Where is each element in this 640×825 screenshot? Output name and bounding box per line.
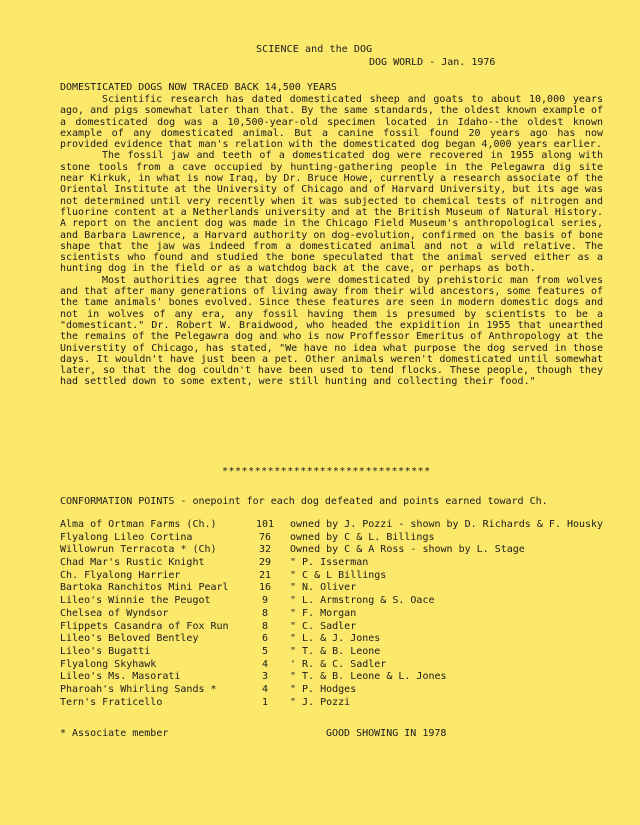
dog-points: 4 [261, 683, 269, 695]
dog-owner: Owned by C & A Ross - shown by L. Stage [290, 544, 525, 556]
dog-name: Ch. Flyalong Harrier [60, 569, 181, 581]
dog-points: 4 [261, 658, 269, 670]
article-paragraph: Most authorities agree that dogs were domesticated by prehistoric man from wolves and that after many generations of living away from their wild ancestors, some features of the tame animals' bones evolved. Since these features are seen in modern domestic dogs and not in wolves of any era, any fossil having them is presumed by scientists to be a "domesticant." Dr. Robert W. Braidwood, who headed the expidition in 1955 that unearthed the remains of the Pelegawra dog and who is now Proffessor Emeritus of Anthropology at the Universtity of Chicago, has stated, "We have no idea what purpose the dog served in those days. It wouldn't have just been a pet. Other animals weren't domesticated until somewhat later, so that the dog couldn't have been used to tend flocks. These people, though they had settled down to some extent, were still hunting and collecting their food." [60, 274, 603, 388]
table-row [60, 570, 603, 583]
dog-points: 8 [261, 607, 269, 619]
dog-owner: " T. & B. Leone [290, 645, 381, 657]
dog-owner: " P. Hodges [290, 683, 357, 695]
article-paragraph: The fossil jaw and teeth of a domesticated dog were recovered in 1955 along with stone tools from a cave occupied by hunting-gathering people in the Pelegawra dig site near Kirkuk, in what is now Iraq, by Dr. Bruce Howe, currently a research associate of the Oriental Institute at the University of Chicago and of Harvard University, but its age was not determined until very recently when it was subjected to chemical tests of nitrogen and fluorine content at a Netherlands university and at the British Museum of Natural History. A report on the ancient dog was made in the Chicago Field Museum's anthropological series, and Barbara Lawrence, a Harvard authority on dog-evolution, confirmed on the basis of bone shape that the jaw was indeed from a domesticated animal and not a wild relative. The scientists who found and studied the bone speculated that the animal served either as a hunting dog in the field or as a watchdog back at the cave, or perhaps as both. [60, 150, 603, 275]
divider: ******************************** [222, 466, 431, 477]
dog-name: Lileo's Ms. Masorati [60, 671, 181, 683]
dog-points: 29 [258, 557, 272, 569]
article-paragraph: Scientific research has dated domesticated sheep and goats to about 10,000 years ago, and pigs somewhat later than that. By the same standards, the oldest known example of a domesticated dog was a 10,500-year-old specimen located in Idaho--the oldest known example of any domesticated animal. But a canine fossil found 20 years ago has now provided evidence that man's relation with the domesticated dog began 4,000 years earlier. [60, 94, 603, 151]
table-row [60, 646, 603, 659]
dog-points: 21 [258, 569, 272, 581]
table-row [60, 582, 603, 595]
dog-points: 5 [261, 645, 269, 657]
table-row [60, 557, 603, 570]
dog-points: 16 [258, 582, 272, 594]
dog-owner: " L. Armstrong & S. Oace [290, 595, 435, 607]
dog-name: Pharoah's Whirling Sands * [60, 683, 217, 695]
dog-name: Flyalong Skyhawk [60, 658, 157, 670]
page-title: SCIENCE and the DOG [256, 44, 373, 55]
table-row [60, 684, 603, 697]
dog-name: Flyalong Lileo Cortina [60, 531, 193, 543]
table-row [60, 519, 603, 532]
source-line: DOG WORLD - Jan. 1976 [369, 57, 496, 68]
dog-name: Flippets Casandra of Fox Run [60, 620, 229, 632]
dog-owner: " C & L Billings [290, 569, 387, 581]
dog-points: 101 [255, 519, 275, 530]
dog-owner: " J. Pozzi [290, 696, 351, 708]
conformation-heading: CONFORMATION POINTS - onepoint for each dog defeated and points earned toward Ch. [60, 496, 548, 507]
table-row [60, 633, 603, 646]
dog-owner: " L. & J. Jones [290, 633, 381, 645]
dog-owner: ' R. & C. Sadler [290, 658, 387, 670]
table-row [60, 544, 603, 557]
dog-name: Willowrun Terracota * (Ch) [60, 544, 217, 556]
dog-points: 76 [258, 531, 272, 543]
dog-name: Lileo's Beloved Bentley [60, 633, 199, 645]
dog-name: Alma of Ortman Farms (Ch.) [60, 519, 217, 530]
table-row [60, 697, 603, 710]
dog-points: 9 [261, 595, 269, 607]
table-row [60, 659, 603, 672]
dog-points: 32 [258, 544, 272, 556]
conformation-table [60, 519, 603, 709]
dog-owner: owned by J. Pozzi - shown by D. Richards & F. Housky [290, 519, 604, 530]
article-headline: DOMESTICATED DOGS NOW TRACED BACK 14,500 YEARS [60, 82, 337, 93]
dog-points: 3 [261, 671, 269, 683]
dog-points: 8 [261, 620, 269, 632]
dog-owner: " T. & B. Leone & L. Jones [290, 671, 447, 683]
dog-owner: " P. Isserman [290, 557, 369, 569]
table-row [60, 595, 603, 608]
article-body [60, 94, 603, 388]
dog-points: 1 [261, 696, 269, 708]
dog-name: Chad Mar's Rustic Knight [60, 557, 205, 569]
dog-name: Bartoka Ranchitos Mini Pearl [60, 582, 229, 594]
table-row [60, 621, 603, 634]
good-showing-note: GOOD SHOWING IN 1978 [326, 728, 447, 739]
table-row [60, 671, 603, 684]
dog-owner: " C. Sadler [290, 620, 357, 632]
dog-name: Lileo's Bugatti [60, 645, 151, 657]
dog-points: 6 [261, 633, 269, 645]
table-row [60, 532, 603, 545]
dog-owner: " N. Oliver [290, 582, 357, 594]
dog-owner: " F. Morgan [290, 607, 357, 619]
dog-owner: owned by C & L. Billings [290, 531, 435, 543]
dog-name: Chelsea of Wyndsor [60, 607, 169, 619]
dog-name: Lileo's Winnie the Peugot [60, 595, 211, 607]
table-row [60, 608, 603, 621]
associate-note: * Associate member [60, 728, 169, 739]
dog-name: Tern's Fraticello [60, 696, 163, 708]
